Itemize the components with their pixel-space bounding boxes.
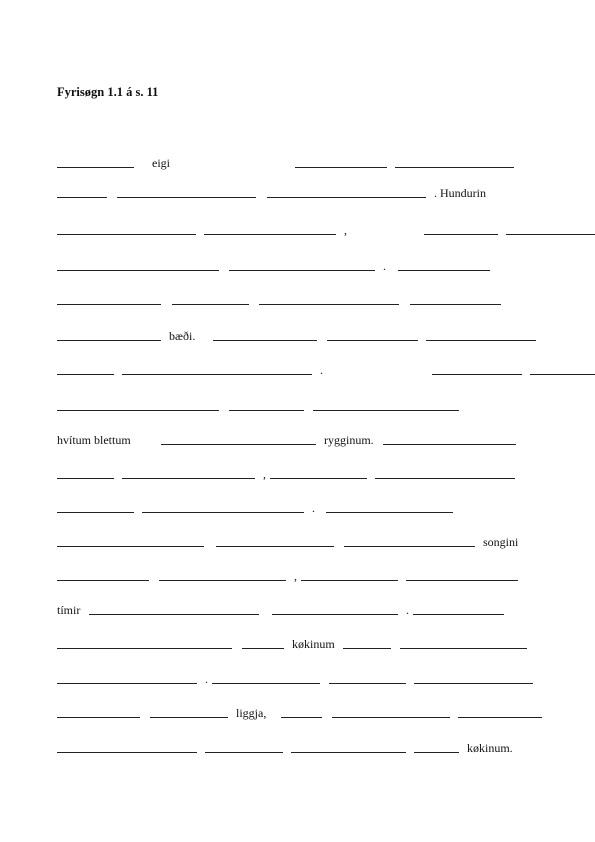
- fill-in-blank[interactable]: [142, 500, 304, 513]
- fill-in-blank[interactable]: [395, 155, 514, 168]
- fill-in-blank[interactable]: [343, 636, 391, 649]
- fill-in-blank[interactable]: [161, 432, 316, 445]
- fill-in-blank[interactable]: [398, 258, 490, 271]
- fill-in-blank[interactable]: [57, 568, 149, 581]
- fill-in-blank[interactable]: [205, 740, 283, 753]
- text-line: [57, 705, 542, 721]
- fill-in-blank[interactable]: [204, 222, 336, 235]
- text-line: [57, 292, 542, 308]
- line-text: ,: [294, 569, 297, 583]
- text-line: [57, 432, 542, 448]
- fill-in-blank[interactable]: [506, 222, 595, 235]
- line-text: . Hundurin: [434, 186, 486, 200]
- fill-in-blank[interactable]: [414, 740, 459, 753]
- fill-in-blank[interactable]: [432, 362, 522, 375]
- text-line: [57, 185, 542, 201]
- fill-in-blank[interactable]: [57, 466, 114, 479]
- fill-in-blank[interactable]: [291, 740, 406, 753]
- text-line: [57, 534, 542, 550]
- fill-in-blank[interactable]: [301, 568, 398, 581]
- fill-in-blank[interactable]: [57, 705, 140, 718]
- line-text: ,: [344, 223, 347, 237]
- text-line: [57, 500, 542, 516]
- fill-in-blank[interactable]: [172, 292, 249, 305]
- line-text: hvítum blettum: [57, 433, 131, 447]
- fill-in-blank[interactable]: [327, 328, 418, 341]
- fill-in-blank[interactable]: [329, 671, 406, 684]
- line-text: .: [383, 259, 386, 273]
- fill-in-blank[interactable]: [122, 466, 255, 479]
- fill-in-blank[interactable]: [259, 292, 399, 305]
- line-text: bæði.: [169, 329, 196, 343]
- text-line: [57, 466, 542, 482]
- fill-in-blank[interactable]: [57, 258, 219, 271]
- text-line: [57, 362, 542, 378]
- fill-in-blank[interactable]: [530, 362, 595, 375]
- fill-in-blank[interactable]: [229, 258, 375, 271]
- text-line: [57, 602, 542, 618]
- line-text: ,: [263, 467, 266, 481]
- fill-in-blank[interactable]: [213, 328, 317, 341]
- line-text: songini: [483, 535, 519, 549]
- fill-in-blank[interactable]: [400, 636, 527, 649]
- fill-in-blank[interactable]: [281, 705, 322, 718]
- line-text: .: [312, 501, 315, 515]
- fill-in-blank[interactable]: [313, 398, 459, 411]
- fill-in-blank[interactable]: [57, 534, 204, 547]
- fill-in-blank[interactable]: [414, 671, 533, 684]
- fill-in-blank[interactable]: [150, 705, 228, 718]
- fill-in-blank[interactable]: [272, 602, 398, 615]
- fill-in-blank[interactable]: [89, 602, 259, 615]
- text-line: [57, 222, 542, 238]
- fill-in-blank[interactable]: [332, 705, 450, 718]
- line-text: .: [406, 603, 409, 617]
- fill-in-blank[interactable]: [57, 671, 197, 684]
- fill-in-blank[interactable]: [410, 292, 501, 305]
- fill-in-blank[interactable]: [270, 466, 367, 479]
- fill-in-blank[interactable]: [57, 740, 197, 753]
- text-line: [57, 155, 542, 171]
- fill-in-blank[interactable]: [426, 328, 536, 341]
- fill-in-blank[interactable]: [57, 155, 134, 168]
- line-text: liggja,: [236, 706, 267, 720]
- fill-in-blank[interactable]: [57, 398, 219, 411]
- text-line: [57, 398, 542, 414]
- line-text: .: [320, 363, 323, 377]
- fill-in-blank[interactable]: [212, 671, 320, 684]
- fill-in-blank[interactable]: [458, 705, 542, 718]
- fill-in-blank[interactable]: [242, 636, 284, 649]
- text-line: [57, 258, 542, 274]
- fill-in-blank[interactable]: [57, 328, 161, 341]
- fill-in-blank[interactable]: [57, 636, 232, 649]
- line-text: tímir: [57, 603, 81, 617]
- fill-in-blank[interactable]: [57, 222, 196, 235]
- line-text: rygginum.: [324, 433, 374, 447]
- page-heading: Fyrisøgn 1.1 á s. 11: [57, 85, 159, 99]
- fill-in-blank[interactable]: [413, 602, 504, 615]
- fill-in-blank[interactable]: [122, 362, 312, 375]
- fill-in-blank[interactable]: [57, 185, 107, 198]
- fill-in-blank[interactable]: [344, 534, 475, 547]
- text-line: [57, 671, 542, 687]
- line-text: køkinum.: [467, 741, 513, 755]
- line-text: .: [205, 672, 208, 686]
- text-line: [57, 636, 542, 652]
- fill-in-blank[interactable]: [57, 500, 134, 513]
- fill-in-blank[interactable]: [375, 466, 515, 479]
- fill-in-blank[interactable]: [57, 292, 161, 305]
- fill-in-blank[interactable]: [57, 362, 114, 375]
- fill-in-blank[interactable]: [326, 500, 453, 513]
- fill-in-blank[interactable]: [383, 432, 516, 445]
- fill-in-blank[interactable]: [229, 398, 304, 411]
- fill-in-blank[interactable]: [424, 222, 498, 235]
- fill-in-blank[interactable]: [117, 185, 256, 198]
- fill-in-blank[interactable]: [159, 568, 286, 581]
- line-text: eigi: [152, 156, 170, 170]
- fill-in-blank[interactable]: [406, 568, 518, 581]
- text-line: [57, 328, 542, 344]
- fill-in-blank[interactable]: [216, 534, 334, 547]
- text-line: [57, 740, 542, 756]
- fill-in-blank[interactable]: [267, 185, 426, 198]
- fill-in-blank[interactable]: [295, 155, 387, 168]
- text-line: [57, 568, 542, 584]
- line-text: køkinum: [292, 637, 335, 651]
